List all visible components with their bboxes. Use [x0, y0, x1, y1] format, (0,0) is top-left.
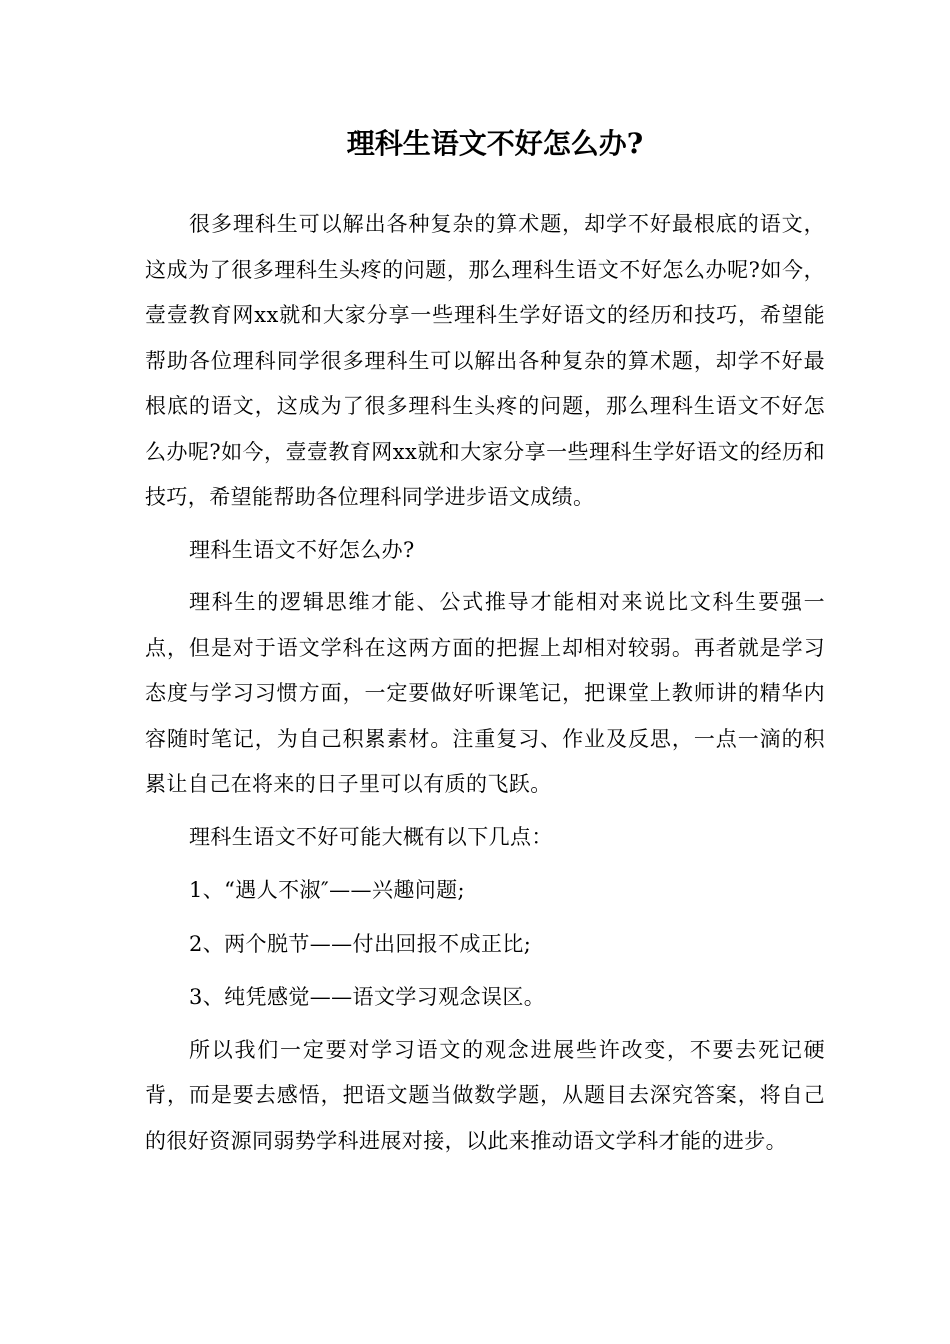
list-item-1: 1、“遇人不淑″——兴趣问题;: [189, 878, 466, 902]
document-page: [145, 120, 825, 1164]
document-title: 理科生语文不好怎么办?: [346, 127, 644, 160]
list-item-3: 3、纯凭感觉——语文学习观念误区。: [189, 985, 546, 1009]
list-intro: 理科生语文不好可能大概有以下几点：: [189, 824, 553, 849]
body-paragraph: 理科生的逻辑思维才能、公式推导才能相对来说比文科生要强一点，但是对于语文学科在这两方面的把握上却相对较弱。再者就是学习态度与学习习惯方面，一定要做好听课笔记，把课堂上教师讲的精华内容随时笔记，为自己积累素材。注重复习、作业及反思，一点一滴的积累让自己在将来的日子里可以有质的飞跃。: [145, 590, 825, 796]
conclusion-paragraph: 所以我们一定要对学习语文的观念进展些许改变，不要去死记硬背，而是要去感悟，把语文题当做数学题，从题目去深究答案，将自己的很好资源同弱势学科进展对接，以此来推动语文学科才能的进步。: [145, 1037, 825, 1153]
intro-paragraph: 很多理科生可以解出各种复杂的算术题，却学不好最根底的语文，这成为了很多理科生头疼的问题，那么理科生语文不好怎么办呢?如今，壹壹教育网xx就和大家分享一些理科生学好语文的经历和技巧，希望能帮助各位理科同学很多理科生可以解出各种复杂的算术题，却学不好最根底的语文，这成为了很多理科生头疼的问题，那么理科生语文不好怎么办呢?如今，壹壹教育网xx就和大家分享一些理科生学好语文的经历和技巧，希望能帮助各位理科同学进步语文成绩。: [145, 212, 825, 509]
list-item-2: 2、两个脱节——付出回报不成正比;: [189, 931, 532, 956]
section-heading: 理科生语文不好怎么办?: [189, 537, 415, 562]
